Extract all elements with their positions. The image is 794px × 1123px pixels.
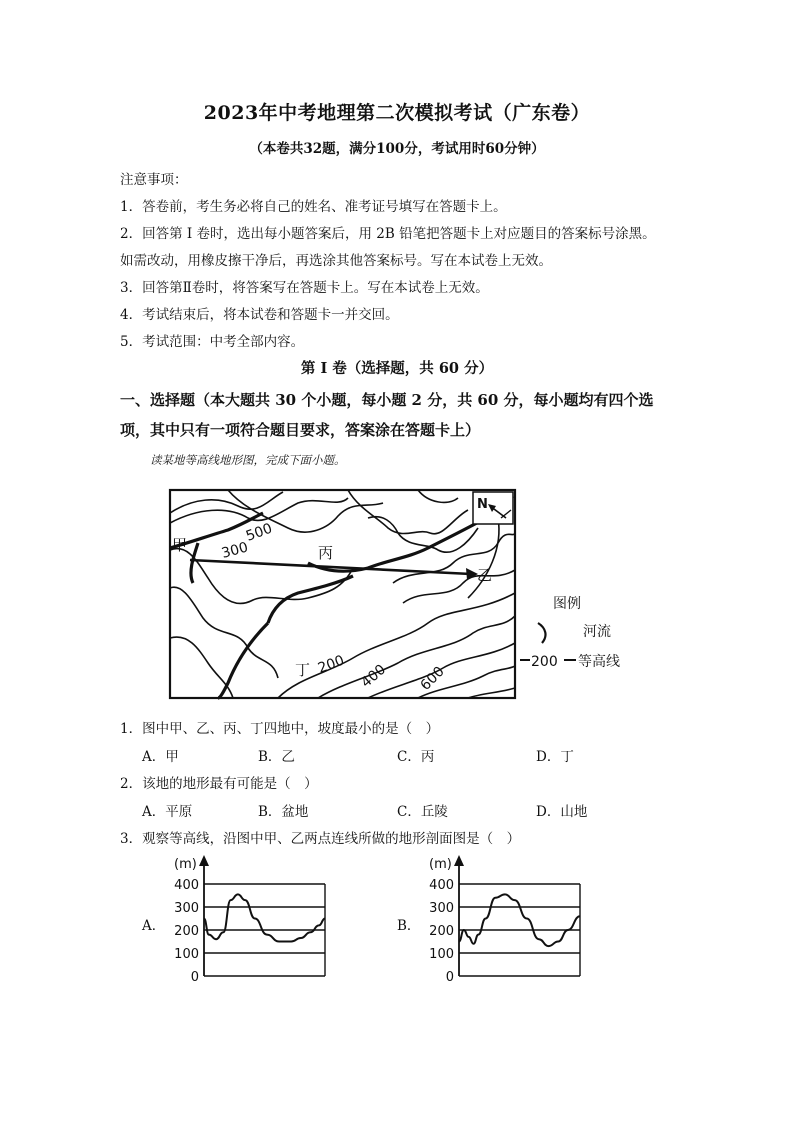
chart-1-tick-300: 300 — [429, 901, 454, 916]
notice-item-1: 1．答卷前，考生务必将自己的姓名、准考证号填写在答题卡上。 — [120, 199, 507, 215]
notice-item-5: 5．考试范围：中考全部内容。 — [120, 334, 305, 350]
profile-chart-a[interactable] — [170, 852, 335, 984]
profile-chart-b[interactable] — [425, 852, 590, 984]
section-title: 第 I 卷（选择题，共 60 分） — [300, 360, 494, 377]
q1-option-b[interactable]: B．乙 — [258, 749, 295, 765]
legend-river-label: 河流 — [583, 624, 611, 640]
chart-0-tick-300: 300 — [174, 901, 199, 916]
part-one-line-2: 项，其中只有一项符合题目要求，答案涂在答题卡上） — [120, 421, 481, 439]
question-2-stem: 2．该地的地形最有可能是（ ） — [120, 776, 318, 792]
legend-river-icon — [538, 623, 545, 643]
legend-title: 图例 — [553, 596, 581, 612]
north-label: N — [477, 497, 488, 512]
q1-option-c[interactable]: C．丙 — [397, 749, 435, 765]
legend-contour-value: 200 — [531, 654, 558, 670]
q2-option-c[interactable]: C．丘陵 — [397, 804, 448, 820]
label-yi: 乙 — [477, 566, 493, 584]
q2-option-d[interactable]: D．山地 — [536, 804, 588, 820]
label-bing: 丙 — [318, 544, 334, 562]
chart-0-profile-line — [204, 894, 325, 941]
chart-1-ylabel: (m) — [429, 857, 452, 872]
q1-option-d[interactable]: D．丁 — [536, 749, 574, 765]
instruction-text: 读某地等高线地形图，完成下面小题。 — [150, 453, 346, 467]
contour-label-500: 500 — [243, 520, 275, 545]
chart-0-tick-400: 400 — [174, 878, 199, 893]
q3-option-b[interactable]: B． — [397, 918, 421, 934]
chart-0-tick-200: 200 — [174, 924, 199, 939]
chart-1-axis-arrow-icon — [454, 855, 464, 866]
page-subtitle: （本卷共32题，满分100分，考试用时60分钟） — [249, 141, 545, 157]
part-one-line-1: 一、选择题（本大题共 30 个小题，每小题 2 分，共 60 分，每小题均有四个选 — [120, 391, 654, 409]
question-1-stem: 1．图中甲、乙、丙、丁四地中，坡度最小的是（ ） — [120, 721, 440, 737]
label-ding: 丁 — [295, 661, 311, 679]
chart-1-tick-0: 0 — [445, 970, 454, 984]
chart-0-axis-arrow-icon — [199, 855, 209, 866]
chart-1-tick-400: 400 — [429, 878, 454, 893]
label-jia: 甲 — [172, 536, 188, 554]
contour-label-300: 300 — [219, 539, 250, 562]
page-title: 2023年中考地理第二次模拟考试（广东卷） — [203, 102, 591, 124]
legend-contour-label: 等高线 — [578, 654, 620, 670]
question-3-stem: 3．观察等高线，沿图中甲、乙两点连线所做的地形剖面图是（ ） — [120, 831, 521, 847]
chart-0-ylabel: (m) — [174, 857, 197, 872]
jia-yi-line — [190, 560, 471, 574]
notice-item-4: 4．考试结束后，将本试卷和答题卡一并交回。 — [120, 307, 399, 323]
contour-map — [168, 488, 638, 703]
q1-option-a[interactable]: A．甲 — [142, 749, 179, 765]
q2-option-b[interactable]: B．盆地 — [258, 804, 309, 820]
contour-label-400: 400 — [358, 661, 390, 692]
q3-option-a[interactable]: A． — [142, 918, 166, 934]
chart-1-profile-line — [459, 894, 580, 946]
notice-item-2-cont: 如需改动，用橡皮擦干净后，再选涂其他答案标号。写在本试卷上无效。 — [120, 253, 552, 269]
notice-item-2: 2．回答第 I 卷时，选出每小题答案后，用 2B 铅笔把答题卡上对应题目的答案标号涂黑。 — [120, 226, 656, 242]
q2-option-a[interactable]: A．平原 — [142, 804, 193, 820]
notice-item-3: 3．回答第Ⅱ卷时，将答案写在答题卡上。写在本试卷上无效。 — [120, 280, 489, 296]
notice-heading: 注意事项： — [120, 172, 188, 188]
chart-1-tick-100: 100 — [429, 947, 454, 962]
contour-label-200: 200 — [315, 652, 347, 677]
contour-label-600: 600 — [417, 663, 448, 694]
chart-0-tick-100: 100 — [174, 947, 199, 962]
chart-1-tick-200: 200 — [429, 924, 454, 939]
chart-0-tick-0: 0 — [190, 970, 199, 984]
